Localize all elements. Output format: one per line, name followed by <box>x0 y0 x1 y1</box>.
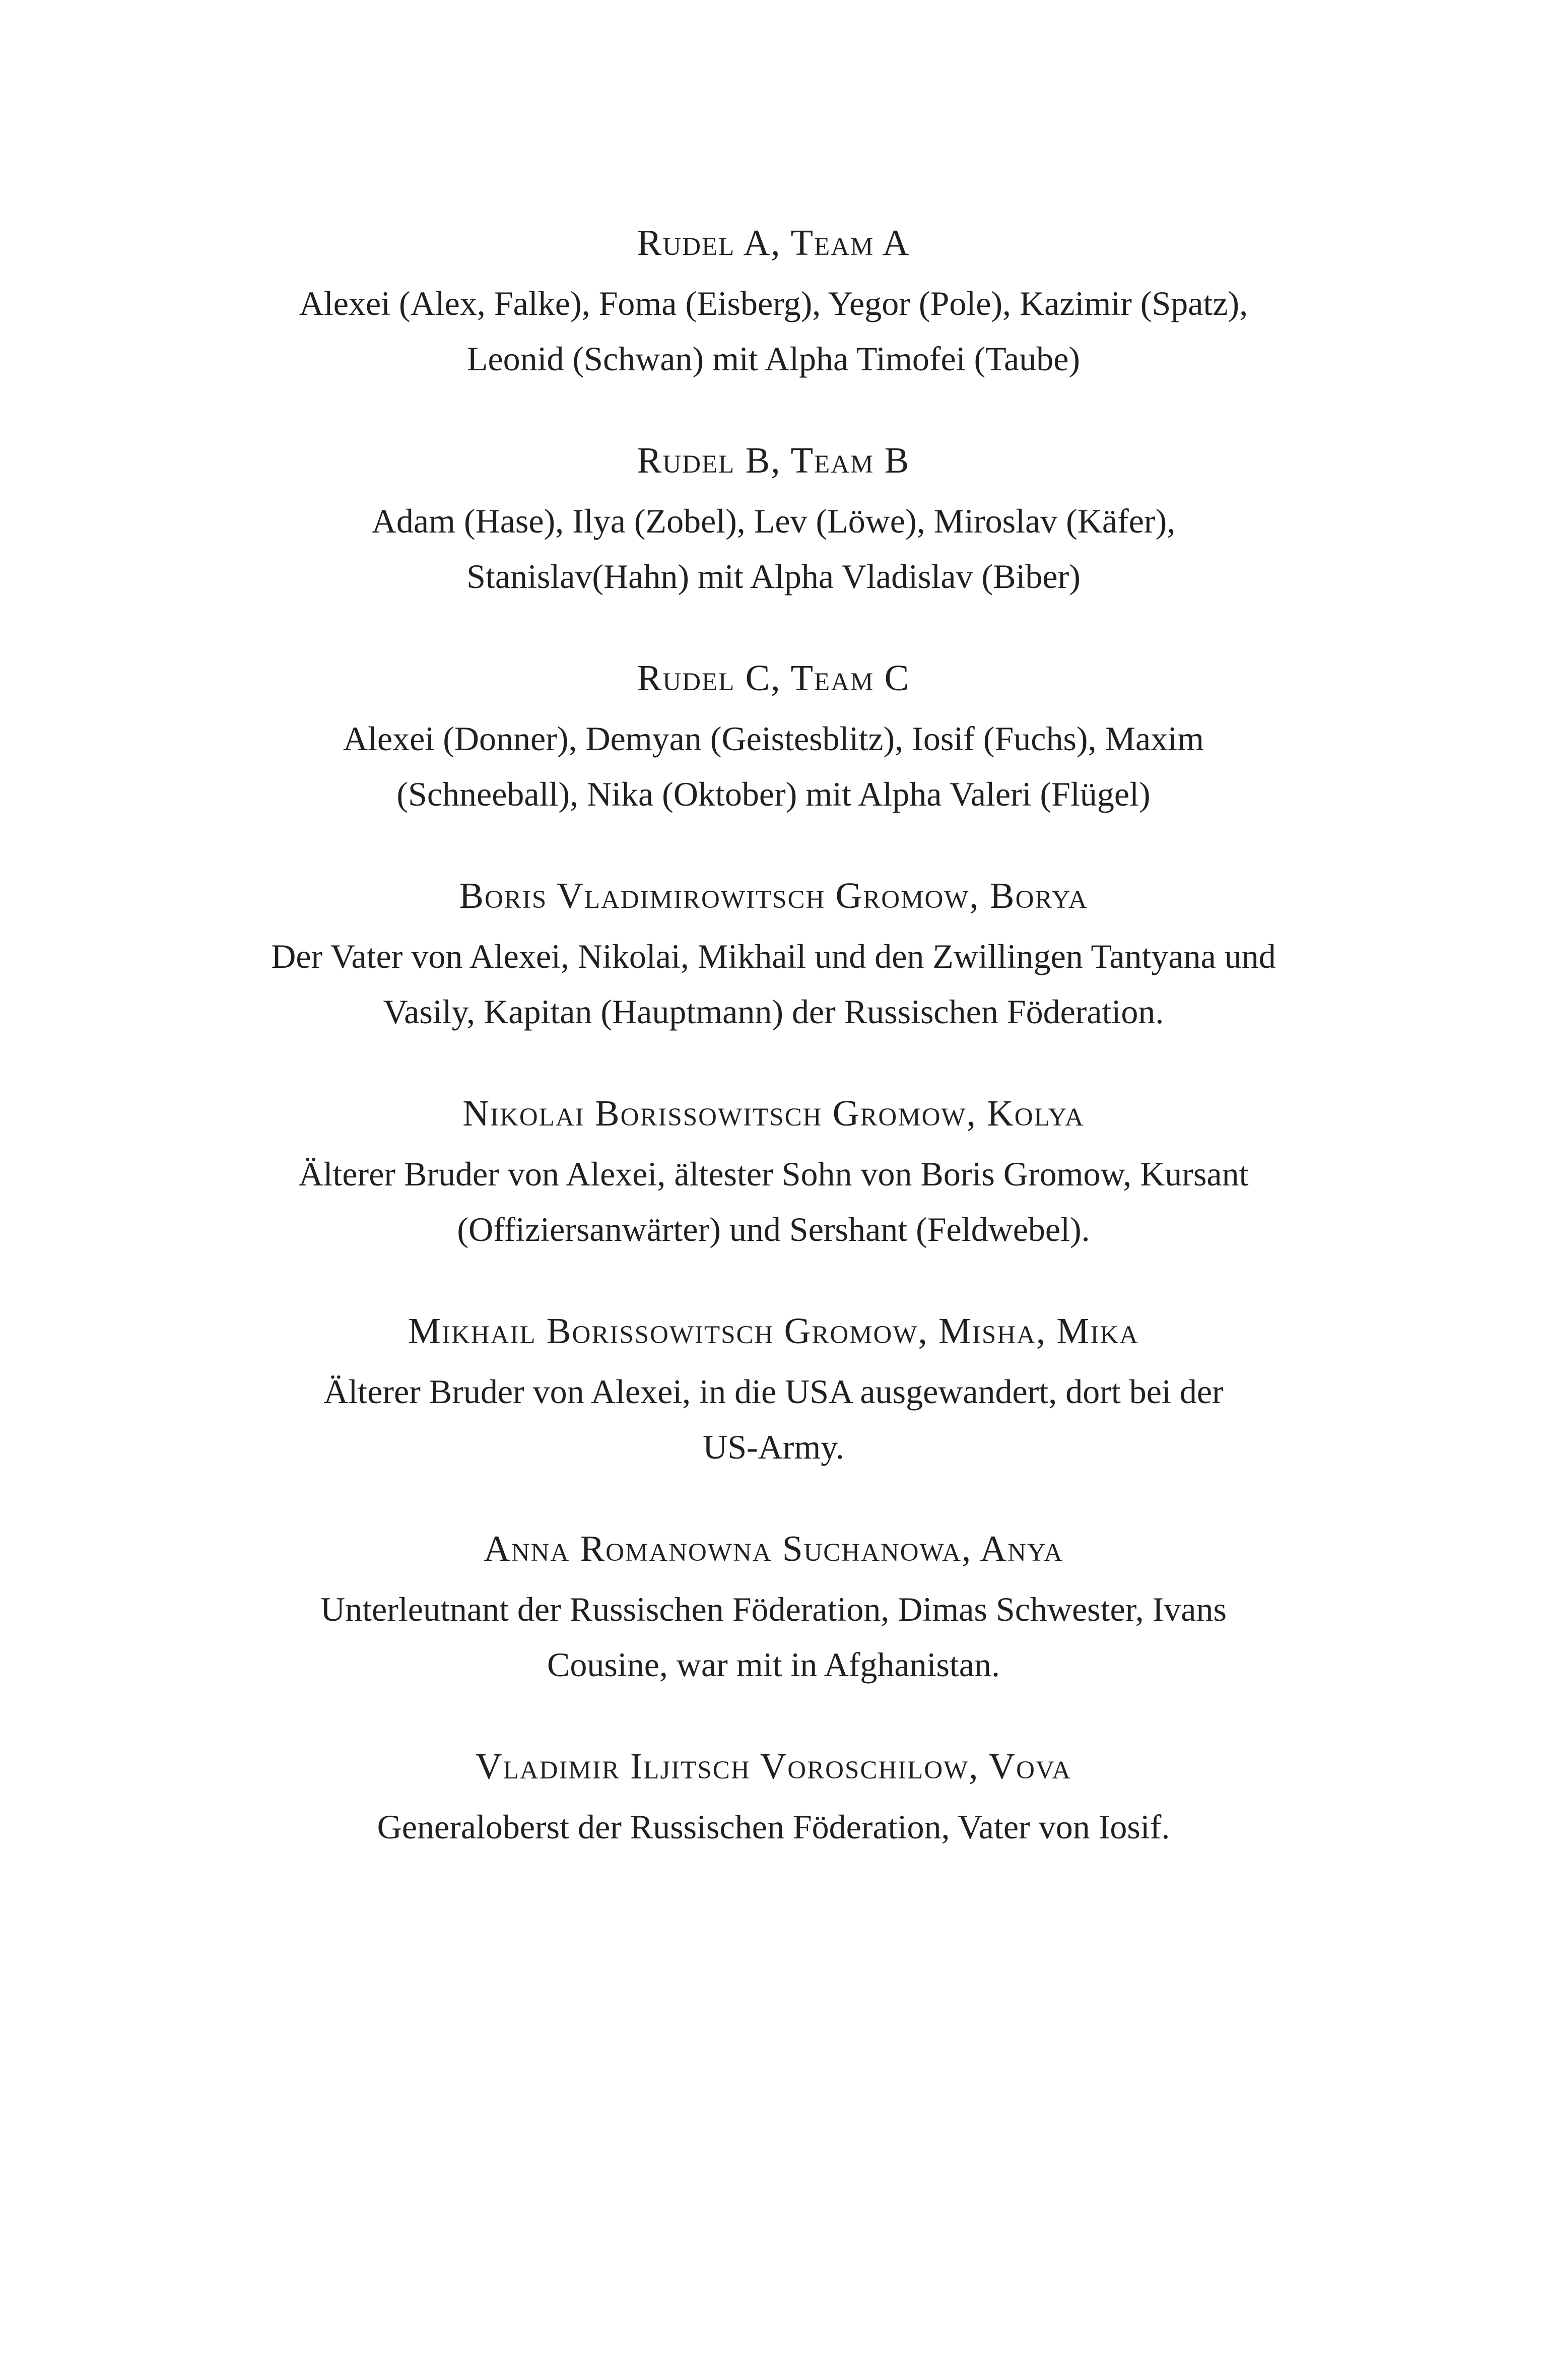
character-list <box>212 218 1335 1903</box>
description-line: Älterer Bruder von Alexei, ältester Sohn von Boris Gromow, Kursant <box>298 1155 1249 1193</box>
description-line: Cousine, war mit in Afghanistan. <box>547 1645 1000 1684</box>
description-line: Leonid (Schwan) mit Alpha Timofei (Taube) <box>466 340 1081 378</box>
entry-title: Rudel C, Team C <box>637 657 910 698</box>
description-line: Alexei (Donner), Demyan (Geistesblitz), Iosif (Fuchs), Maxim <box>343 719 1204 758</box>
entry-mikhail-gromow <box>212 1306 1335 1475</box>
entry-boris-gromow <box>212 871 1335 1039</box>
entry-vladimir-voroschilow <box>212 1741 1335 1855</box>
description-line: Vasily, Kapitan (Hauptmann) der Russischen Föderation. <box>383 993 1164 1031</box>
entry-description <box>212 493 1335 604</box>
description-line: Adam (Hase), Ilya (Zobel), Lev (Löwe), Miroslav (Käfer), <box>371 502 1176 540</box>
description-line: (Offiziersanwärter) und Sershant (Feldwebel). <box>457 1210 1090 1248</box>
description-line: Stanislav(Hahn) mit Alpha Vladislav (Biber) <box>466 557 1081 596</box>
entry-title: Nikolai Borissowitsch Gromow, Kolya <box>462 1093 1085 1134</box>
entry-title: Rudel B, Team B <box>637 440 910 481</box>
description-line: US-Army. <box>703 1428 844 1466</box>
entry-description <box>212 276 1335 386</box>
entry-description <box>212 1799 1335 1855</box>
description-line: Unterleutnant der Russischen Föderation, Dimas Schwester, Ivans <box>320 1590 1227 1628</box>
description-line: (Schneeball), Nika (Oktober) mit Alpha Valeri (Flügel) <box>396 775 1151 813</box>
entry-title: Mikhail Borissowitsch Gromow, Misha, Mika <box>408 1310 1139 1351</box>
entry-description <box>212 1146 1335 1257</box>
entry-description <box>212 1581 1335 1692</box>
entry-title: Anna Romanowna Suchanowa, Anya <box>484 1528 1063 1569</box>
entry-title: Boris Vladimirowitsch Gromow, Borya <box>459 875 1088 916</box>
description-line: Generaloberst der Russischen Föderation, Vater von Iosif. <box>377 1808 1170 1846</box>
entry-rudel-c <box>212 653 1335 822</box>
entry-description <box>212 711 1335 822</box>
entry-nikolai-gromow <box>212 1088 1335 1257</box>
entry-description <box>212 1364 1335 1475</box>
description-line: Älterer Bruder von Alexei, in die USA ausgewandert, dort bei der <box>323 1372 1224 1411</box>
entry-description <box>212 929 1335 1039</box>
entry-title: Vladimir Iljitsch Voroschilow, Vova <box>475 1746 1072 1787</box>
description-line: Alexei (Alex, Falke), Foma (Eisberg), Yegor (Pole), Kazimir (Spatz), <box>299 284 1248 322</box>
entry-rudel-a <box>212 218 1335 386</box>
entry-anna-suchanowa <box>212 1524 1335 1692</box>
description-line: Der Vater von Alexei, Nikolai, Mikhail und den Zwillingen Tantyana und <box>271 937 1276 975</box>
entry-title: Rudel A, Team A <box>637 222 910 263</box>
entry-rudel-b <box>212 435 1335 604</box>
